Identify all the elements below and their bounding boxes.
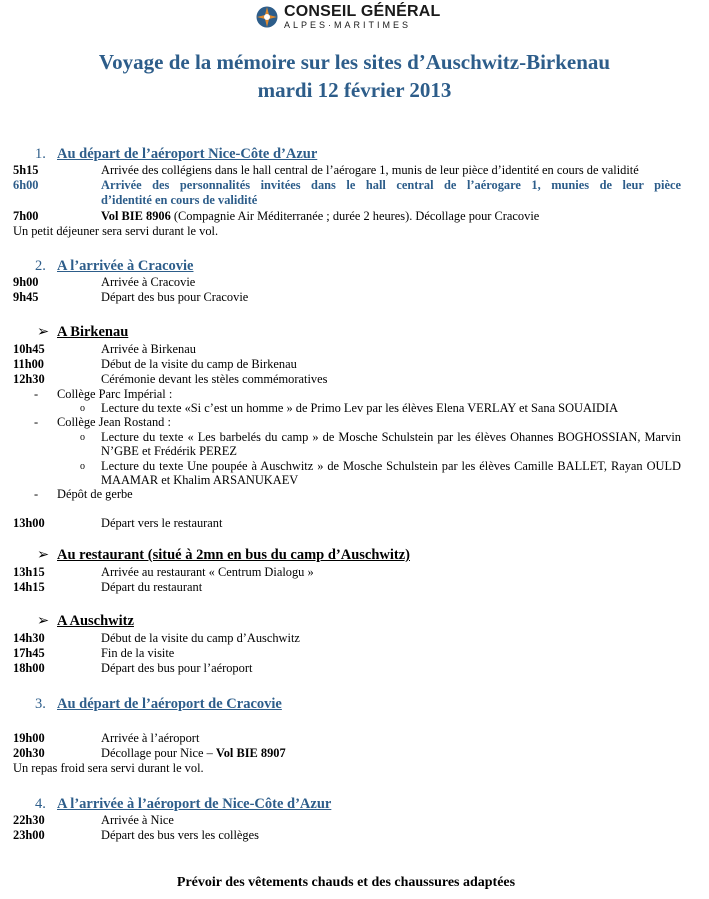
time-19h00: 19h00 bbox=[13, 731, 45, 745]
dash-bullet-icon: - bbox=[34, 387, 39, 401]
college-parc-imperial: Collège Parc Impérial : bbox=[57, 387, 173, 401]
circle-bullet-icon: o bbox=[80, 461, 85, 472]
time-13h00: 13h00 bbox=[13, 516, 45, 530]
schedule-text: Départ vers le restaurant bbox=[101, 516, 223, 530]
schedule-text: Départ des bus vers les collèges bbox=[101, 828, 259, 842]
schedule-text: Arrivée à l’aéroport bbox=[101, 731, 200, 745]
circle-bullet-icon: o bbox=[80, 432, 85, 443]
time-13h15: 13h15 bbox=[13, 565, 45, 579]
time-10h45: 10h45 bbox=[13, 342, 45, 356]
time-23h00: 23h00 bbox=[13, 828, 45, 842]
conseil-general-emblem-icon bbox=[256, 6, 278, 28]
time-14h30: 14h30 bbox=[13, 631, 45, 645]
section-3-note: Un repas froid sera servi durant le vol. bbox=[13, 761, 204, 775]
time-9h00: 9h00 bbox=[13, 275, 39, 289]
schedule-text: Arrivée à Nice bbox=[101, 813, 174, 827]
time-17h45: 17h45 bbox=[13, 646, 45, 660]
schedule-text: Fin de la visite bbox=[101, 646, 175, 660]
page-title: Voyage de la mémoire sur les sites d’Auschwitz-Birkenau bbox=[98, 50, 611, 74]
schedule-text: Départ des bus pour Cracovie bbox=[101, 290, 249, 304]
flight-info: Vol BIE 8906 (Compagnie Air Méditerranée ; durée 2 heures). Décollage pour Cracovie bbox=[101, 209, 540, 223]
schedule-text: Arrivée des collégiens dans le hall central de l’aérogare 1, munis de leur pièce d’identité en cours de validité bbox=[101, 163, 639, 177]
time-9h45: 9h45 bbox=[13, 290, 39, 304]
reading-item: Lecture du texte « Les barbelés du camp » de Mosche Schulstein par les élèves Ohannes BOGHOSSIAN, Marvin bbox=[101, 430, 681, 444]
time-22h30: 22h30 bbox=[13, 813, 45, 827]
time-7h00: 7h00 bbox=[13, 209, 39, 223]
conseil-general-logo bbox=[256, 3, 441, 31]
reading-item: Lecture du texte «Si c’est un homme » de Primo Lev par les élèves Elena VERLAY et Sana SOUAIDIA bbox=[101, 401, 619, 415]
dash-bullet-icon: - bbox=[34, 487, 39, 501]
arrow-bullet-icon: ➢ bbox=[37, 547, 50, 563]
arrow-bullet-icon: ➢ bbox=[37, 613, 50, 629]
schedule-text: Départ du restaurant bbox=[101, 580, 203, 594]
auschwitz-heading: ➢ A Auschwitz bbox=[37, 613, 134, 629]
dash-bullet-icon: - bbox=[34, 415, 39, 429]
schedule-text: Cérémonie devant les stèles commémoratives bbox=[101, 372, 328, 386]
schedule-text: Arrivée à Cracovie bbox=[101, 275, 196, 289]
time-20h30: 20h30 bbox=[13, 746, 45, 760]
schedule-text-continued: d’identité en cours de validité bbox=[101, 193, 258, 207]
flight-info: Décollage pour Nice – Vol BIE 8907 bbox=[101, 746, 286, 760]
time-14h15: 14h15 bbox=[13, 580, 45, 594]
footer-note: Prévoir des vêtements chauds et des chaussures adaptées bbox=[176, 875, 516, 890]
depot-de-gerbe: Dépôt de gerbe bbox=[57, 487, 133, 501]
time-12h30: 12h30 bbox=[13, 372, 45, 386]
birkenau-heading: ➢ A Birkenau bbox=[37, 324, 129, 340]
reading-item-continued: MAAMAR et Khalim ARSANUKAEV bbox=[101, 473, 299, 487]
schedule-text: Début de la visite du camp de Birkenau bbox=[101, 357, 297, 371]
time-5h15: 5h15 bbox=[13, 163, 39, 177]
schedule-text: Départ des bus pour l’aéroport bbox=[101, 661, 253, 675]
reading-item: Lecture du texte Une poupée à Auschwitz » de Mosche Schulstein par les élèves Camille BALLET, Rayan OULD bbox=[101, 459, 681, 473]
section-4-heading: 4. A l’arrivée à l’aéroport de Nice-Côte d’Azur bbox=[35, 796, 332, 812]
schedule-text: Arrivée des personnalités invitées dans le hall central de l’aérogare 1, munies de leur pièce bbox=[101, 178, 681, 192]
schedule-text: Arrivée au restaurant « Centrum Dialogu » bbox=[101, 565, 314, 579]
schedule-text: Arrivée à Birkenau bbox=[101, 342, 196, 356]
time-11h00: 11h00 bbox=[13, 357, 44, 371]
time-18h00: 18h00 bbox=[13, 661, 45, 675]
reading-item-continued: N’GBE et Frédérik PEREZ bbox=[101, 444, 237, 458]
arrow-bullet-icon: ➢ bbox=[37, 324, 50, 340]
logo-title: CONSEIL GÉNÉRAL bbox=[284, 3, 441, 20]
restaurant-heading: ➢ Au restaurant (situé à 2mn en bus du camp d’Auschwitz) bbox=[37, 547, 410, 563]
flight-number: Vol BIE 8907 bbox=[215, 746, 286, 760]
time-6h00: 6h00 bbox=[13, 178, 39, 192]
college-jean-rostand: Collège Jean Rostand : bbox=[57, 415, 171, 429]
schedule-text: Début de la visite du camp d’Auschwitz bbox=[101, 631, 300, 645]
logo-subtitle: ALPES·MARITIMES bbox=[284, 20, 412, 30]
section-2-heading: 2. A l’arrivée à Cracovie bbox=[35, 258, 194, 274]
page-date: mardi 12 février 2013 bbox=[257, 78, 452, 102]
section-1-heading: 1. Au départ de l’aéroport Nice-Côte d’Azur bbox=[35, 146, 318, 162]
section-1-note: Un petit déjeuner sera servi durant le vol. bbox=[13, 224, 219, 238]
circle-bullet-icon: o bbox=[80, 403, 85, 414]
section-3-heading: 3. Au départ de l’aéroport de Cracovie bbox=[35, 696, 282, 712]
flight-number: Vol BIE 8906 bbox=[101, 209, 171, 223]
